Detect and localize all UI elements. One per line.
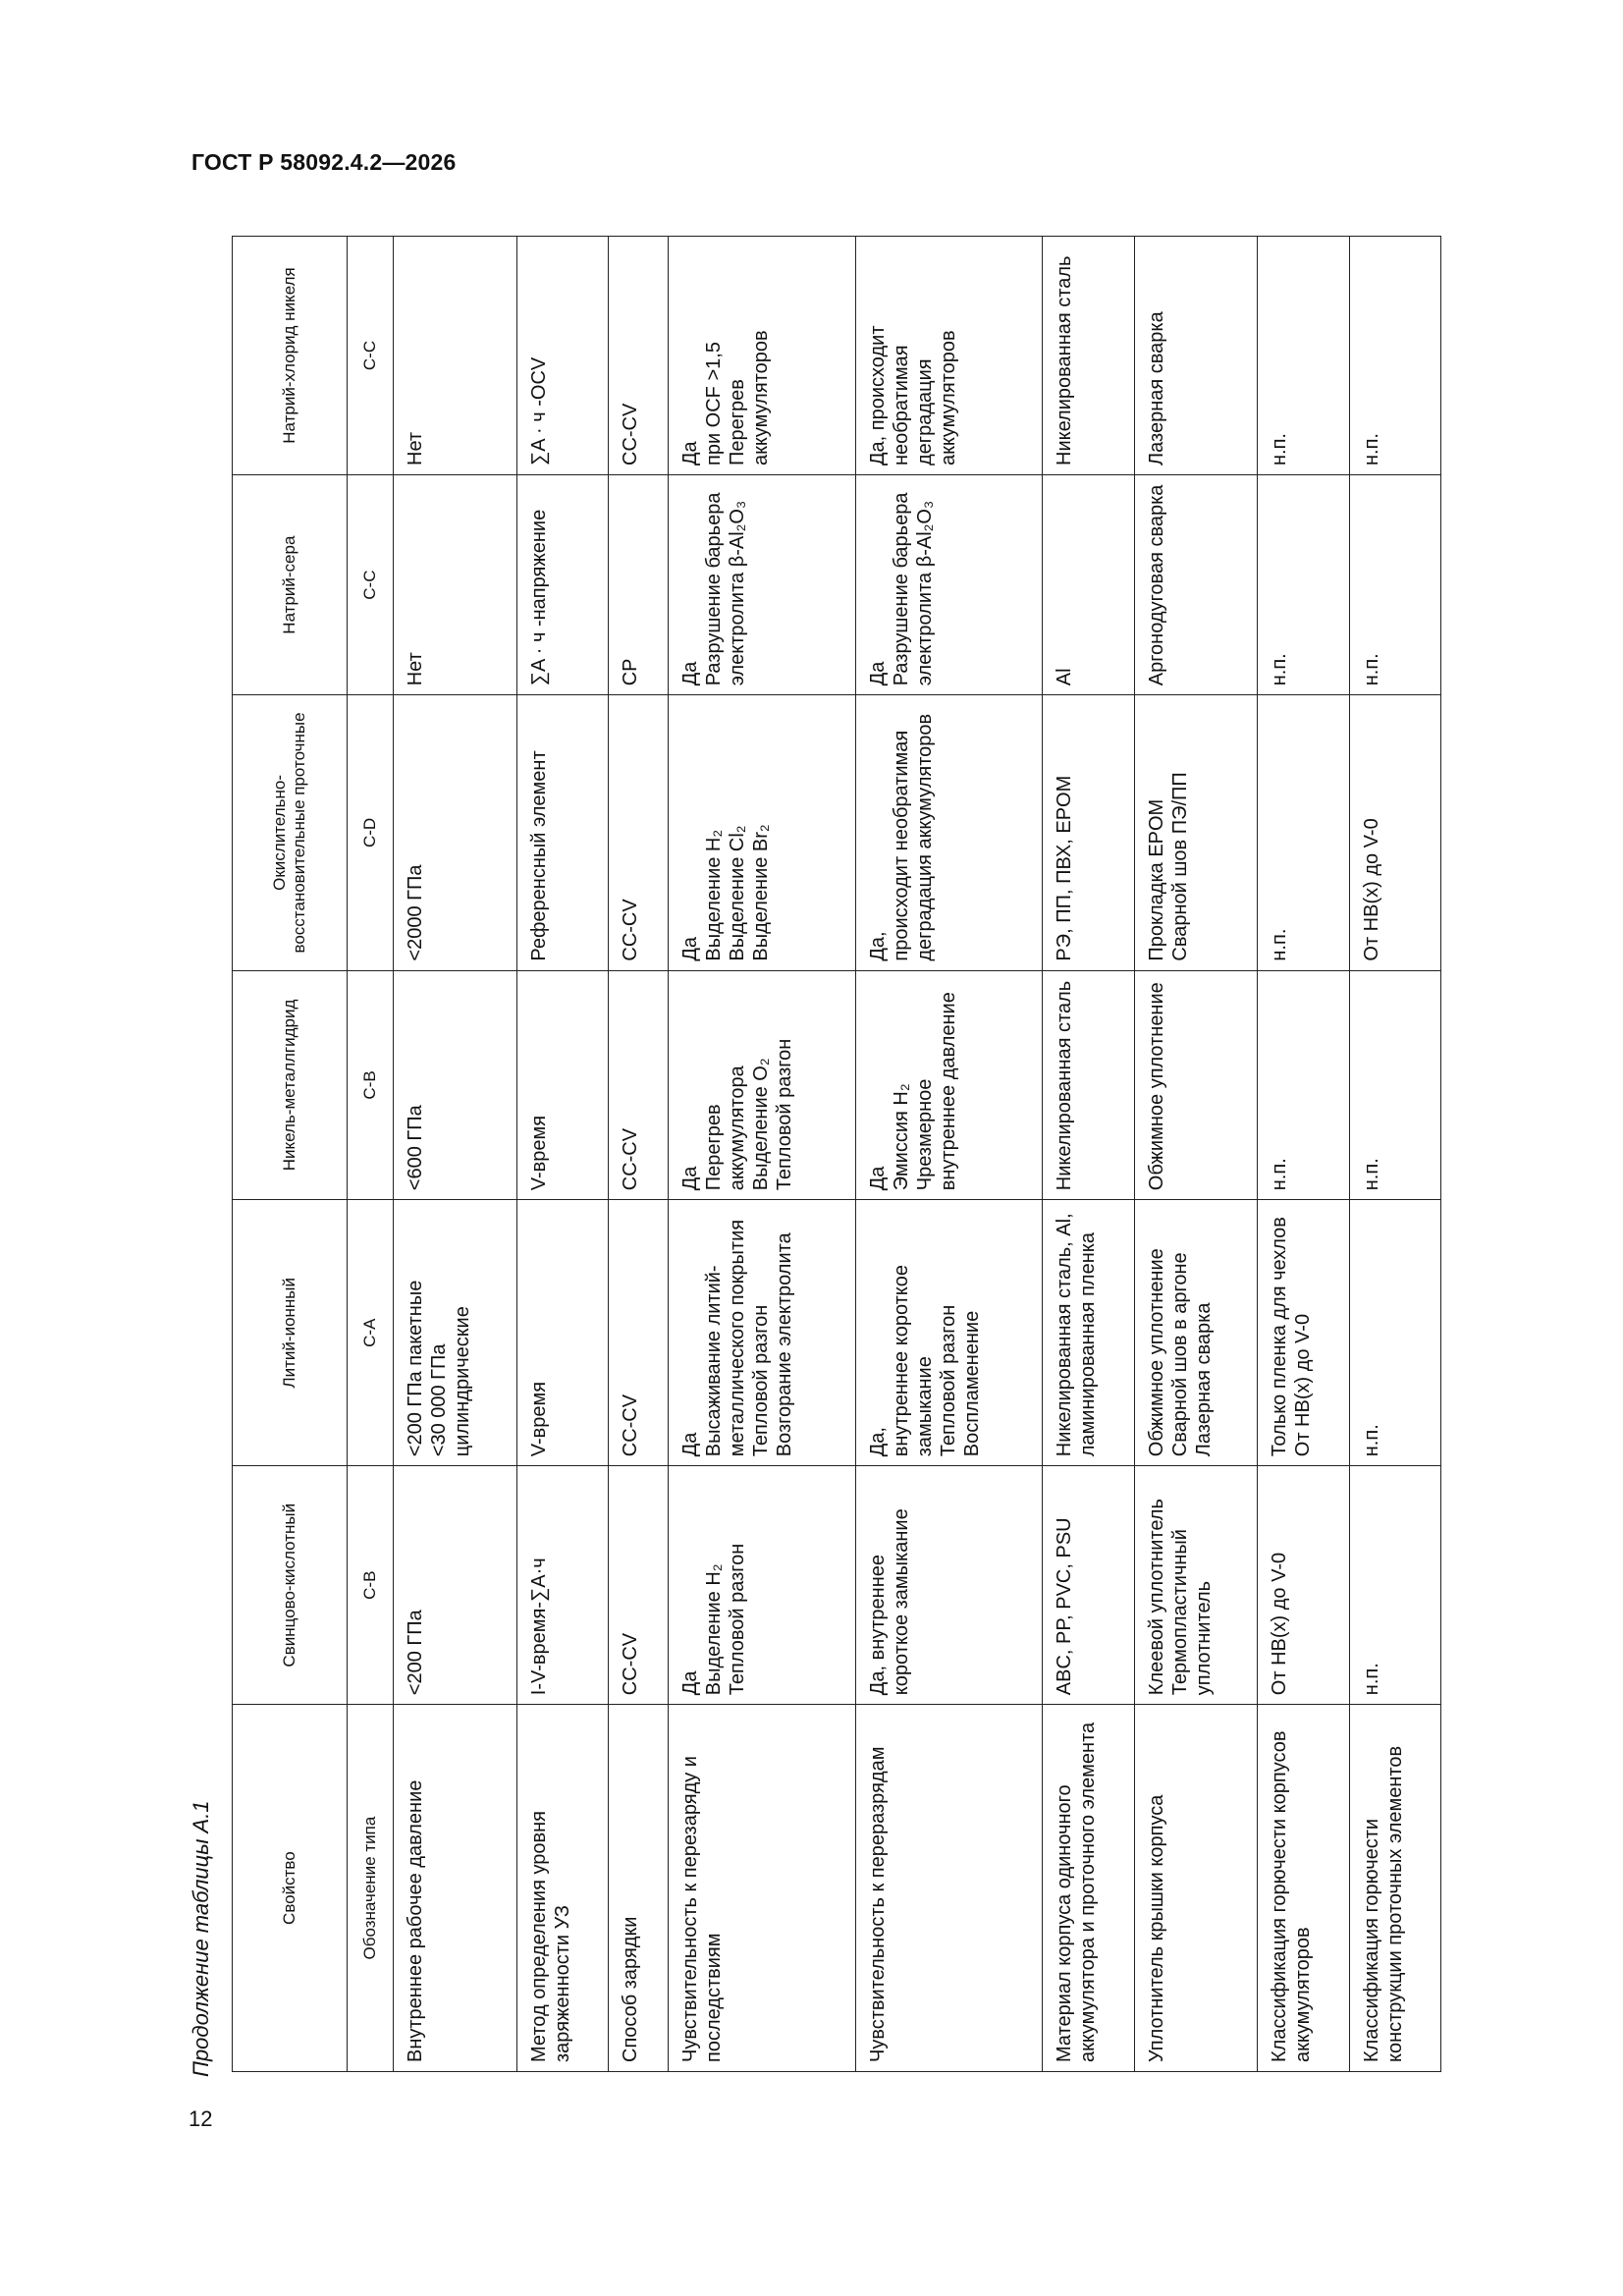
- table-cell: CC-CV: [609, 1200, 669, 1466]
- table-cell: <200 ГПа: [394, 1466, 517, 1705]
- table-cell: С-С: [348, 475, 394, 695]
- table-cell: Да Выделение H₂ Тепловой разгон: [668, 1466, 855, 1705]
- table-cell: Только пленка для чехлов От HB(x) до V-0: [1258, 1200, 1349, 1466]
- table-row: [855, 237, 1043, 2072]
- designation-row: [348, 237, 394, 2072]
- table-cell: V-время: [516, 970, 608, 1200]
- column-header: Свинцово-кислотный: [233, 1466, 348, 1705]
- column-header: Свойство: [233, 1705, 348, 2072]
- property-name-cell: Материал корпуса одиночного аккумулятора и проточного элемента: [1043, 1705, 1134, 2072]
- table-cell: н.п.: [1349, 1466, 1440, 1705]
- table-caption: Продолжение таблицы А.1: [189, 1800, 213, 2077]
- table-cell: Прокладка EPOM Сварной шов ПЭ/ПП: [1134, 695, 1258, 970]
- table-cell: От HB(x) до V-0: [1258, 1466, 1349, 1705]
- table-cell: Клеевой уплотнитель Термопластичный уплотнитель: [1134, 1466, 1258, 1705]
- table-cell: Да Высаживание литий-металлического покрытия Тепловой разгон Возгорание электролита: [668, 1200, 855, 1466]
- table-row: [1043, 237, 1134, 2072]
- table-row: [516, 237, 608, 2072]
- table-cell: Обжимное уплотнение: [1134, 970, 1258, 1200]
- table-cell: С-А: [348, 1200, 394, 1466]
- table-row: [1349, 237, 1440, 2072]
- table-cell: CP: [609, 475, 669, 695]
- table-cell: Да, происходит необратимая деградация аккумуляторов: [855, 695, 1043, 970]
- rotated-table-wrapper: [232, 236, 1441, 2072]
- table-cell: CC-CV: [609, 1466, 669, 1705]
- property-name-cell: Классификация горючести корпусов аккумуляторов: [1258, 1705, 1349, 2072]
- table-cell: Никелированная сталь, Al, ламинированная пленка: [1043, 1200, 1134, 1466]
- column-header: Окислительно-восстановительные проточные: [233, 695, 348, 970]
- table-cell: CC-CV: [609, 237, 669, 475]
- table-cell: Да при OCF >1,5 Перегрев аккумуляторов: [668, 237, 855, 475]
- table-cell: I-V-время-∑A·ч: [516, 1466, 608, 1705]
- table-cell: н.п.: [1258, 475, 1349, 695]
- table-cell: <600 ГПа: [394, 970, 517, 1200]
- table-cell: Al: [1043, 475, 1134, 695]
- column-header: Никель-металлгидрид: [233, 970, 348, 1200]
- table-cell: Референсный элемент: [516, 695, 608, 970]
- table-cell: <2000 ГПа: [394, 695, 517, 970]
- table-row: [394, 237, 517, 2072]
- table-cell: Да, внутреннее короткое замыкание Тепловой разгон Воспламенение: [855, 1200, 1043, 1466]
- property-name-cell: Метод определения уровня заряженности УЗ: [516, 1705, 608, 2072]
- table-cell: Да, происходит необратимая деградация аккумуляторов: [855, 237, 1043, 475]
- table-row: [609, 237, 669, 2072]
- table-cell: Да Разрушение барьера электролита β-Al₂O₃: [668, 475, 855, 695]
- table-cell: ∑A · ч -OCV: [516, 237, 608, 475]
- property-name-cell: Чувствительность к переразрядам: [855, 1705, 1043, 2072]
- table-cell: Да Выделение H₂ Выделение Cl₂ Выделение Br₂: [668, 695, 855, 970]
- column-header: Литий-ионный: [233, 1200, 348, 1466]
- table-cell: С-D: [348, 695, 394, 970]
- table-cell: Да Перегрев аккумулятора Выделение O₂ Тепловой разгон: [668, 970, 855, 1200]
- table-cell: Да Эмиссия H₂ Чрезмерное внутреннее давление: [855, 970, 1043, 1200]
- table-cell: Никелированная сталь: [1043, 237, 1134, 475]
- property-name-cell: Классификация горючести конструкции проточных элементов: [1349, 1705, 1440, 2072]
- table-cell: Нет: [394, 475, 517, 695]
- table-cell: РЭ, ПП, ПВХ, EPOM: [1043, 695, 1134, 970]
- table-cell: Да Разрушение барьера электролита β-Al₂O₃: [855, 475, 1043, 695]
- table-cell: н.п.: [1258, 970, 1349, 1200]
- column-header: Натрий-хлорид никеля: [233, 237, 348, 475]
- table-cell: Лазерная сварка: [1134, 237, 1258, 475]
- table-cell: н.п.: [1349, 475, 1440, 695]
- property-name-cell: Уплотнитель крышки корпуса: [1134, 1705, 1258, 2072]
- table-cell: CC-CV: [609, 695, 669, 970]
- table-cell: С-В: [348, 1466, 394, 1705]
- table-cell: С-В: [348, 970, 394, 1200]
- property-name-cell: Чувствительность к перезаряду и последствиям: [668, 1705, 855, 2072]
- property-name-cell: Внутреннее рабочее давление: [394, 1705, 517, 2072]
- page-number: 12: [189, 2106, 213, 2131]
- table-cell: ABC, PP, PVC, PSU: [1043, 1466, 1134, 1705]
- table-cell: CC-CV: [609, 970, 669, 1200]
- property-name-cell: Способ зарядки: [609, 1705, 669, 2072]
- table-cell: Да, внутреннее короткое замыкание: [855, 1466, 1043, 1705]
- table-row: [1134, 237, 1258, 2072]
- table-cell: С-С: [348, 237, 394, 475]
- table-cell: V-время: [516, 1200, 608, 1466]
- table-cell: Обжимное уплотнение Сварной шов в аргоне Лазерная сварка: [1134, 1200, 1258, 1466]
- property-name-cell: Обозначение типа: [348, 1705, 394, 2072]
- table-cell: Аргонодуговая сварка: [1134, 475, 1258, 695]
- table-row: [1258, 237, 1349, 2072]
- table-cell: н.п.: [1258, 237, 1349, 475]
- table-cell: ∑A · ч -напряжение: [516, 475, 608, 695]
- table-cell: н.п.: [1349, 970, 1440, 1200]
- properties-table: [232, 236, 1441, 2072]
- table-header-row: [233, 237, 348, 2072]
- table-cell: Никелированная сталь: [1043, 970, 1134, 1200]
- table-row: [668, 237, 855, 2072]
- column-header: Натрий-сера: [233, 475, 348, 695]
- table-cell: От HB(x) до V-0: [1349, 695, 1440, 970]
- document-title: ГОСТ Р 58092.4.2—2026: [191, 149, 457, 175]
- table-cell: н.п.: [1258, 695, 1349, 970]
- table-cell: н.п.: [1349, 1200, 1440, 1466]
- table-cell: н.п.: [1349, 237, 1440, 475]
- table-cell: <200 ГПа пакетные <30 000 ГПа цилиндрические: [394, 1200, 517, 1466]
- table-cell: Нет: [394, 237, 517, 475]
